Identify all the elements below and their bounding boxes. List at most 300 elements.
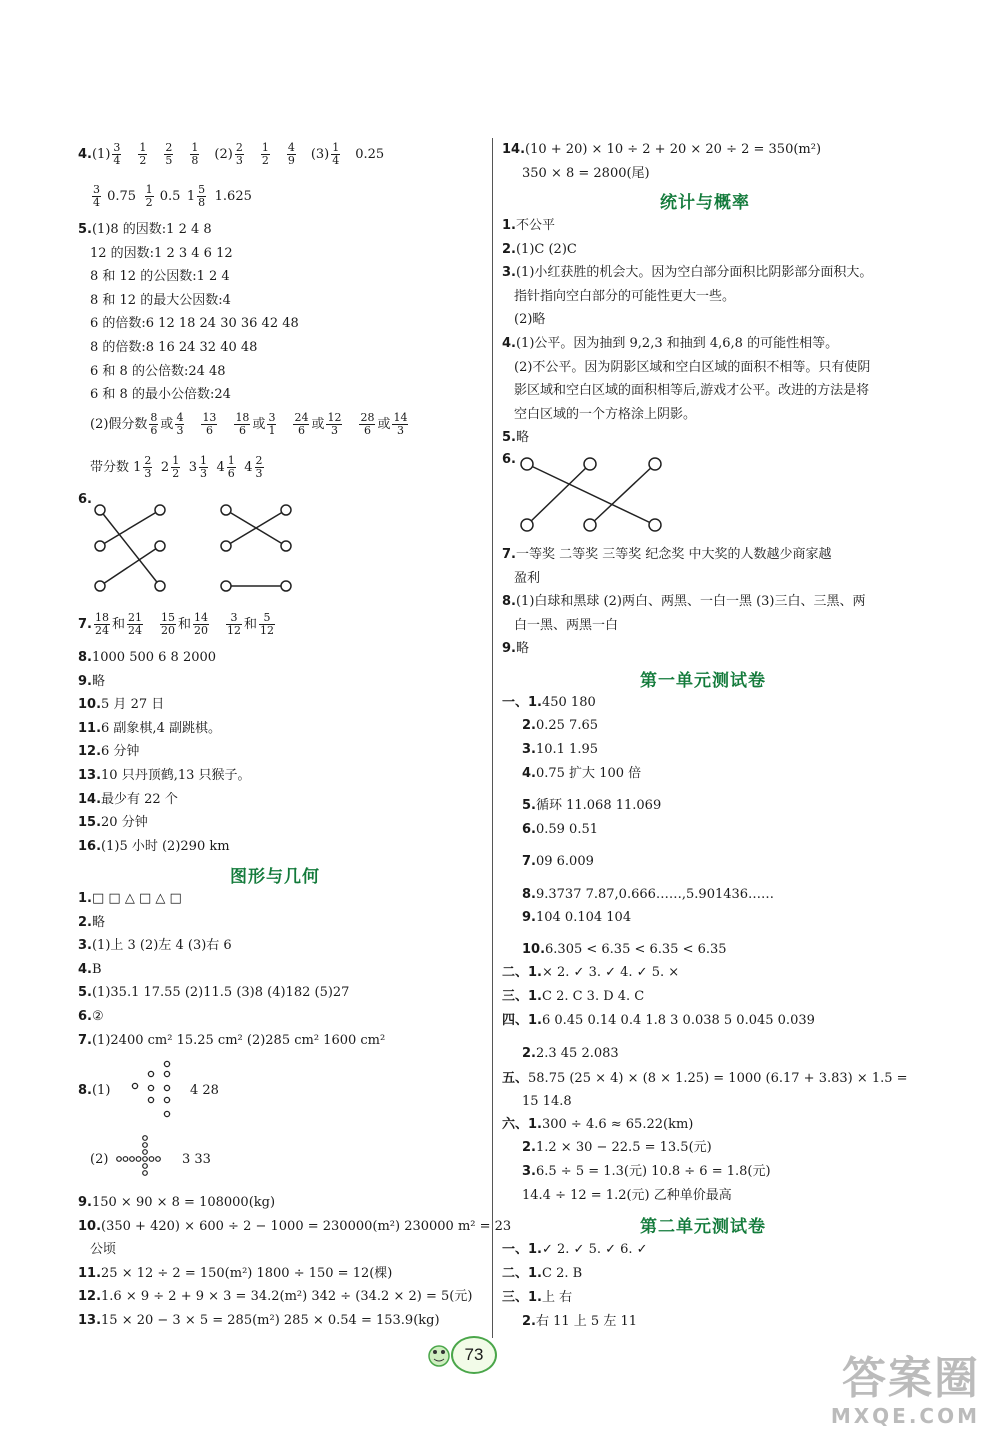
- dot: [164, 1097, 169, 1102]
- statistics-answer: [514, 287, 735, 307]
- answer-text: □ □ △ □ △ □: [91, 891, 182, 906]
- dot: [136, 1157, 141, 1162]
- dot: [143, 1143, 148, 1148]
- numerator: 1: [227, 454, 235, 467]
- text: (3): [310, 147, 330, 162]
- item-number: 11.: [78, 1265, 102, 1281]
- node-circle: [95, 505, 105, 515]
- item-number: 10.: [522, 942, 546, 957]
- item-number: 5.: [522, 798, 536, 813]
- text: 和: [244, 617, 258, 632]
- text: 1: [133, 460, 142, 475]
- node-circle: [221, 505, 231, 515]
- denominator: 3: [199, 467, 207, 480]
- denominator: 6: [297, 424, 305, 437]
- answer-text: 指针指向空白部分的可能性更大一些。: [514, 288, 736, 304]
- fraction: [235, 142, 244, 167]
- fraction: [145, 184, 154, 209]
- statistics-answer: [514, 310, 545, 330]
- node-circle: [221, 581, 231, 591]
- text: [149, 147, 162, 162]
- q5-line: [90, 362, 226, 382]
- node-circle: [281, 505, 291, 515]
- unit1-answer: [522, 796, 661, 816]
- answer-line: [78, 790, 178, 810]
- item-number: 14.: [502, 142, 526, 157]
- answer-text: 12 的因数:1 2 3 4 6 12: [90, 245, 233, 261]
- answer-text: 20 分钟: [101, 815, 148, 831]
- item-number: 9.: [502, 641, 516, 657]
- answer-text: 58.75 (25 × 4) × (8 × 1.25) = 1000 (6.17 + 3.83) × 1.5 =: [528, 1071, 908, 1086]
- item-number: 2.: [522, 1046, 536, 1061]
- statistics-answer: [502, 216, 555, 236]
- statistics-answer: [502, 263, 872, 283]
- text: 或: [377, 417, 391, 432]
- statistics-answer: [502, 428, 529, 448]
- item-number: 14.: [78, 791, 102, 807]
- text: [201, 147, 214, 162]
- numerator: 14: [393, 411, 408, 424]
- numerator: 28: [360, 411, 375, 424]
- denominator: 5: [165, 154, 173, 167]
- fraction: [160, 612, 176, 637]
- numerator: 3: [113, 141, 121, 154]
- text: 或: [160, 417, 174, 432]
- fraction: [331, 142, 340, 167]
- numerator: 14: [194, 611, 209, 624]
- denominator: 3: [396, 424, 404, 437]
- node-circle: [155, 505, 165, 515]
- unit1-answer: [522, 1092, 572, 1112]
- fraction: [193, 612, 209, 637]
- numerator: 1: [139, 141, 147, 154]
- denominator: 6: [150, 424, 158, 437]
- q8-part2: [90, 1150, 108, 1170]
- item-number: 8.: [78, 650, 92, 665]
- item-number: 4.: [522, 766, 536, 781]
- answer-text: 略: [515, 641, 529, 657]
- answer-text: 104 0.104 104: [535, 910, 632, 925]
- dot: [156, 1157, 161, 1162]
- item-number: 11.: [78, 720, 102, 736]
- item-number: 一、1.: [502, 695, 542, 710]
- numerator: 18: [94, 611, 109, 624]
- answer-text: 空白区域的一个方格涂上阴影。: [514, 406, 697, 422]
- answer-text: 10.1 1.95: [535, 742, 599, 757]
- numerator: 1: [199, 454, 207, 467]
- item-number: 9.: [78, 673, 92, 689]
- answer-text: 不公平: [515, 218, 555, 233]
- answer-line: [78, 695, 164, 715]
- answer-text: (2)不公平。因为阴影区域和空白区域的面积不相等。只有使阴: [514, 359, 871, 375]
- numerator: 5: [198, 183, 206, 196]
- text: 和: [111, 617, 125, 632]
- geometry-answer: [78, 889, 182, 909]
- connector-line: [527, 464, 590, 525]
- numerator: 3: [93, 183, 100, 196]
- answer-text: 右 11 上 5 左 11: [535, 1314, 638, 1329]
- q5-improper: [90, 412, 423, 437]
- denominator: 24: [94, 624, 109, 637]
- q8-answer2: 3 33: [182, 1152, 211, 1167]
- denominator: 3: [330, 424, 338, 437]
- dot: [143, 1136, 148, 1141]
- text: 0.75: [103, 189, 143, 204]
- node-circle: [584, 519, 596, 531]
- answer-text: 8 的倍数:8 16 24 32 40 48: [90, 340, 258, 355]
- dot: [164, 1111, 169, 1116]
- answer-text: (1)小红获胜的机会大。因为空白部分面积比阴影部分面积大。: [515, 265, 873, 281]
- unit1-answer: [502, 1011, 815, 1031]
- connector-line: [527, 464, 655, 525]
- item-number: 9.: [522, 910, 536, 925]
- text: 或: [311, 417, 325, 432]
- numerator: 13: [202, 411, 217, 424]
- numerator: 1: [191, 141, 199, 154]
- statistics-answer: [514, 569, 540, 589]
- answer-line: [78, 672, 105, 692]
- matching-diagram-right: [515, 455, 675, 545]
- text: (2): [214, 147, 233, 162]
- item-number: 3.: [78, 938, 92, 954]
- item-number: 7.: [78, 1032, 92, 1048]
- denominator: 8: [191, 154, 199, 167]
- answer-line: [78, 813, 148, 833]
- fraction: [143, 455, 152, 480]
- fraction: [226, 612, 242, 637]
- item-number: 8.: [502, 594, 516, 610]
- item-number: 6.: [522, 822, 536, 837]
- geometry-answer: [78, 1311, 440, 1331]
- dot: [143, 1171, 148, 1176]
- text: [246, 147, 259, 162]
- unit2-answer: [522, 1312, 637, 1332]
- answer-text: 1.6 × 9 ÷ 2 + 9 × 3 = 34.2(m²) 342 ÷ (34.2 × 2) = 5(元): [101, 1289, 473, 1305]
- item-number: 3.: [502, 265, 516, 281]
- answer-text: 15 × 20 − 3 × 5 = 285(m²) 285 × 0.54 = 153.9(kg): [101, 1313, 440, 1328]
- item-number: 8.: [522, 887, 536, 902]
- answer-text: (1)白球和黑球 (2)两白、两黑、一白一黑 (3)三白、三黑、两: [515, 594, 866, 610]
- answer-text: (1): [91, 1083, 111, 1098]
- fraction: [175, 412, 184, 437]
- answer-line: [78, 648, 216, 668]
- statistics-answer: [502, 639, 529, 659]
- numerator: 18: [235, 411, 250, 424]
- dot-pattern-2: [115, 1134, 175, 1184]
- denominator: 9: [287, 154, 295, 167]
- item-number: 三、1.: [502, 1290, 542, 1305]
- q5-line: [90, 314, 299, 334]
- answer-text: 上 右: [541, 1290, 573, 1305]
- answer-text: 5 月 27 日: [101, 697, 165, 713]
- unit1-answer: [522, 908, 631, 928]
- answer-text: (1)2400 cm² 15.25 cm² (2)285 cm² 1600 cm²: [91, 1032, 386, 1048]
- text: 1.625: [208, 189, 252, 204]
- answer-text: 6 和 8 的最小公倍数:24: [90, 387, 231, 403]
- text: [278, 417, 291, 432]
- section-title-unit2: 第二单元测试卷: [640, 1217, 766, 1237]
- item-number: 9.: [78, 1195, 92, 1210]
- unit1-answer: [502, 1069, 908, 1089]
- connector-line: [100, 510, 160, 546]
- text: [175, 147, 188, 162]
- section-title-geometry: 图形与几何: [230, 867, 320, 887]
- fraction: [171, 455, 180, 480]
- answer-text: 影区域和空白区域的面积相等后,游戏才公平。改进的方法是将: [514, 383, 870, 399]
- answer-text: C 2. B: [541, 1266, 583, 1281]
- q8-part1: [78, 1081, 110, 1101]
- dot: [164, 1061, 169, 1066]
- fraction: [255, 455, 264, 480]
- numerator: 3: [268, 411, 276, 424]
- unit1-answer: [522, 820, 598, 840]
- numerator: 1: [172, 454, 180, 467]
- text: [277, 617, 290, 632]
- numerator: 24: [294, 411, 309, 424]
- item-number: 7.: [522, 854, 536, 869]
- text: 2: [160, 460, 170, 475]
- page-number: 73: [451, 1336, 497, 1374]
- geometry-answer: [78, 1031, 385, 1051]
- answer-text: B: [91, 961, 102, 977]
- answer-text: 循环 11.068 11.069: [535, 798, 662, 813]
- item-number: 2.: [522, 1140, 536, 1155]
- fraction: [149, 412, 158, 437]
- answer-text: (10 + 20) × 10 ÷ 2 + 20 × 20 ÷ 2 = 350(m²): [525, 142, 822, 157]
- dot: [130, 1157, 135, 1162]
- fraction: [199, 455, 208, 480]
- item-number: 3.: [522, 1164, 536, 1179]
- text: 3: [188, 460, 197, 475]
- node-circle: [155, 581, 165, 591]
- statistics-answer: [514, 616, 618, 636]
- denominator: 2: [172, 467, 180, 480]
- denominator: 3: [144, 467, 152, 480]
- answer-text: 6 的倍数:6 12 18 24 30 36 42 48: [90, 316, 299, 332]
- numerator: 4: [176, 411, 184, 424]
- geometry-answer: [78, 1217, 511, 1237]
- answer-text: 公顷: [90, 1242, 117, 1258]
- answer-text: 盈利: [514, 570, 541, 586]
- unit1-answer: [522, 716, 598, 736]
- node-circle: [95, 581, 105, 591]
- text: 0.25: [342, 147, 385, 162]
- item-number: 13.: [78, 768, 102, 783]
- connector-line: [100, 510, 160, 586]
- answer-line: [522, 164, 650, 184]
- watermark-url: MXQE.COM: [830, 1404, 980, 1428]
- item-number: 12.: [78, 1289, 102, 1305]
- fraction: [359, 412, 375, 437]
- item-number: 7.: [502, 547, 516, 562]
- answer-text: 略: [91, 914, 105, 930]
- unit1-answer: [522, 740, 598, 760]
- unit1-answer: [522, 852, 594, 872]
- geometry-answer: [78, 1007, 104, 1027]
- answer-text: (1)上 3 (2)左 4 (3)右 6: [91, 938, 232, 954]
- numerator: 1: [332, 141, 340, 154]
- denominator: 20: [194, 624, 209, 637]
- numerator: 21: [128, 611, 142, 624]
- answer-text: 1000 500 6 8 2000: [91, 650, 217, 665]
- answer-text: × 2. ✓ 3. ✓ 4. ✓ 5. ×: [541, 965, 680, 980]
- statistics-answer: [514, 358, 870, 378]
- unit1-answer: [502, 693, 596, 713]
- text: [410, 417, 423, 432]
- answer-text: 9.3737 7.87,0.666……,5.901436……: [535, 887, 775, 902]
- answer-line: [78, 742, 139, 762]
- answer-text: 8 和 12 的最大公因数:4: [90, 292, 231, 308]
- answer-text: (1)5 小时 (2)290 km: [101, 838, 230, 854]
- item-number: 五、: [502, 1071, 529, 1086]
- item-number: 1.: [502, 218, 516, 233]
- dot: [164, 1085, 169, 1090]
- matching-diagram-left: [90, 500, 320, 610]
- numerator: 12: [327, 411, 342, 424]
- denominator: 24: [128, 624, 142, 637]
- node-circle: [649, 458, 661, 470]
- text: (1): [91, 147, 111, 162]
- dot: [123, 1157, 128, 1162]
- denominator: 4: [113, 154, 121, 167]
- unit2-answer: [502, 1288, 572, 1308]
- item-number: 2.: [78, 914, 92, 930]
- answer-text: 300 ÷ 4.6 ≈ 65.22(km): [541, 1117, 694, 1132]
- geometry-answer: [78, 1287, 472, 1307]
- answer-line: [78, 766, 251, 786]
- q5-line: [78, 220, 212, 240]
- numerator: 1: [261, 141, 269, 154]
- dot: [148, 1071, 153, 1076]
- dot: [132, 1083, 137, 1088]
- answer-text: 14.4 ÷ 12 = 1.2(元) 乙种单价最高: [522, 1188, 732, 1203]
- q7-line: [78, 612, 290, 637]
- q5-line: [90, 291, 231, 311]
- fraction: [234, 412, 250, 437]
- answer-text: (1)8 的因数:1 2 4 8: [91, 222, 212, 237]
- answer-text: 8 和 12 的公因数:1 2 4: [90, 269, 230, 285]
- denominator: 6: [205, 424, 213, 437]
- node-circle: [649, 519, 661, 531]
- answer-text: (1)35.1 17.55 (2)11.5 (3)8 (4)182 (5)27: [91, 985, 350, 1001]
- section-title-unit1: 第一单元测试卷: [640, 671, 766, 691]
- unit1-answer: [522, 764, 641, 784]
- answer-text: ②: [91, 1009, 104, 1024]
- geometry-answer: [78, 913, 105, 933]
- item-number: 12.: [78, 744, 102, 760]
- answer-text: 白一黑、两黑一白: [514, 617, 619, 633]
- section-title-statistics: 统计与概率: [660, 193, 750, 213]
- text: 带分数: [90, 460, 134, 475]
- geometry-answer: [78, 936, 232, 956]
- dot: [149, 1157, 154, 1162]
- answer-text: 6 和 8 的公倍数:24 48: [90, 363, 226, 379]
- frog-decoration-icon: [425, 1340, 453, 1368]
- answer-text: (1)C (2)C: [515, 241, 577, 257]
- q6-right-label: [502, 450, 516, 470]
- item-number: 6.: [78, 492, 92, 507]
- answer-text: 2.3 45 2.083: [535, 1046, 619, 1061]
- item-number: 4.: [502, 336, 516, 351]
- denominator: 3: [255, 467, 263, 480]
- answer-text: 一等奖 二等奖 三等奖 纪念奖 中大奖的人数越少商家越: [515, 547, 832, 562]
- unit2-answer: [502, 1240, 648, 1260]
- connector-line: [590, 464, 655, 525]
- text: 4: [216, 460, 225, 475]
- unit1-answer: [502, 987, 644, 1007]
- numerator: 3: [226, 612, 242, 625]
- item-number: 5.: [78, 985, 92, 1001]
- fraction: [190, 142, 199, 167]
- denominator: 3: [235, 154, 243, 167]
- text: [298, 147, 311, 162]
- text: [266, 460, 273, 475]
- denominator: 2: [261, 154, 269, 167]
- item-number: 四、1.: [502, 1013, 542, 1028]
- node-circle: [95, 541, 105, 551]
- numerator: 2: [144, 454, 152, 467]
- denominator: 1: [268, 424, 276, 437]
- fraction: [201, 412, 217, 437]
- statistics-answer: [502, 592, 866, 612]
- item-number: 3.: [522, 742, 536, 757]
- answer-text: (1)公平。因为抽到 9,2,3 和抽到 4,6,8 的可能性相等。: [515, 336, 839, 351]
- q4-line2: [90, 184, 252, 209]
- answer-line: [502, 140, 821, 160]
- denominator: 4: [93, 196, 100, 209]
- geometry-answer: [90, 1240, 116, 1260]
- answer-text: (350 + 420) × 600 ÷ 2 − 1000 = 230000(m²) 230000 m² = 23: [101, 1218, 512, 1234]
- numerator: 2: [165, 141, 173, 154]
- item-number: 5.: [502, 430, 516, 446]
- item-number: 4.: [78, 147, 92, 162]
- answer-text: 0.25 7.65: [535, 718, 599, 733]
- item-number: 2.: [522, 1314, 536, 1329]
- dot: [143, 1157, 148, 1162]
- geometry-answer: [78, 983, 349, 1003]
- node-circle: [521, 458, 533, 470]
- denominator: 8: [198, 196, 206, 209]
- answer-text: 350 × 8 = 2800(尾): [522, 166, 650, 181]
- statistics-answer: [514, 405, 696, 425]
- item-number: 10.: [78, 697, 102, 713]
- item-number: 7.: [78, 617, 92, 632]
- text: [272, 147, 285, 162]
- node-circle: [584, 458, 596, 470]
- text: [211, 617, 224, 632]
- item-number: 6.: [78, 1009, 92, 1024]
- node-circle: [155, 541, 165, 551]
- statistics-answer: [502, 545, 832, 565]
- text: 4: [244, 460, 253, 475]
- numerator: 15: [161, 611, 175, 624]
- denominator: 3: [176, 424, 184, 437]
- numerator: 8: [150, 411, 158, 424]
- fraction: [392, 412, 408, 437]
- unit1-answer: [502, 963, 679, 983]
- fraction: [197, 184, 206, 209]
- denominator: 2: [139, 154, 147, 167]
- answer-text: (2): [90, 1152, 109, 1167]
- item-number: 二、1.: [502, 1266, 542, 1281]
- numerator: 4: [287, 141, 295, 154]
- dot: [117, 1157, 122, 1162]
- watermark-logo: 答案圈: [842, 1353, 980, 1404]
- node-circle: [281, 541, 291, 551]
- answer-text: (2)略: [514, 312, 546, 328]
- node-circle: [521, 519, 533, 531]
- denominator: 2: [145, 196, 153, 209]
